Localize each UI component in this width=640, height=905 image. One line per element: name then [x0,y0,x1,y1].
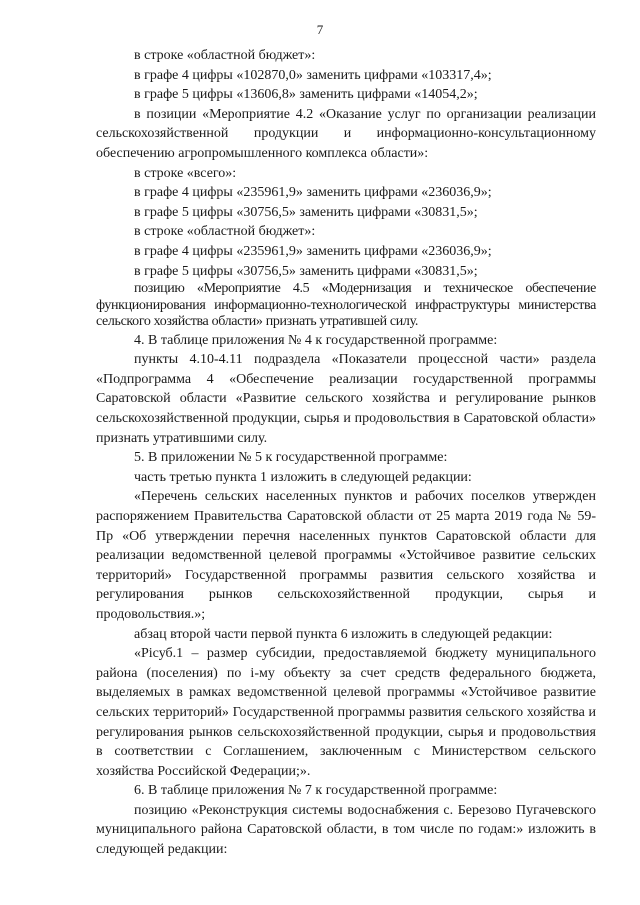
paragraph: в строке «всего»: [134,165,237,181]
paragraph: 5. В приложении № 5 к государственной программе: [134,450,448,466]
paragraph: позицию «Реконструкция системы водоснабжения с. Березово Пугачевского муниципального района Саратовской области, в том числе по годам:» изложить в следующей редакции: [96,802,596,858]
paragraph: в позиции «Мероприятие 4.2 «Оказание услуг по организации реализации сельскохозяйственной продукции и информационно-консультационному обеспечению агропромышленного комплекса области»: [96,106,596,161]
paragraph: «Перечень сельских населенных пунктов и рабочих поселков утвержден распоряжением Правительства Саратовской области от 25 марта 2019 года № 59-Пр «Об утверждении перечня населенных пунктов Саратовской области для реализации ведомственной целевой программы «Устойчивое развитие сельских территорий» Государственной программы развития сельского хозяйства и регулирования рынков сельскохозяйственной продукции, сырья и продовольствия.»; [96,489,596,622]
paragraph: 4. В таблице приложения № 4 к государственной программе: [134,332,498,348]
paragraph: абзац второй части первой пункта 6 изложить в следующей редакции: [134,626,553,642]
paragraph: в строке «областной бюджет»: [134,48,316,63]
document-body [96,46,596,860]
paragraph: в графе 4 цифры «102870,0» заменить цифрами «103317,4»; [134,67,492,83]
paragraph: позицию «Мероприятие 4.5 «Модернизация и техническое обеспечение функционирования информационно-технологической инфраструктуры министерства сельского хозяйства области» признать утратившей силу. [96,281,596,330]
paragraph: в графе 5 цифры «30756,5» заменить цифрами «30831,5»; [134,204,478,220]
paragraph: пункты 4.10-4.11 подраздела «Показатели процессной части» раздела «Подпрограмма 4 «Обеспечение реализации государственной программы Саратовской области «Развитие сельского хозяйства и регулирование рынков сельскохозяйственной продукции, сырья и продовольствия в Саратовской области» признать утратившими силу. [96,352,596,446]
paragraph: 6. В таблице приложения № 7 к государственной программе: [134,783,498,799]
paragraph: в строке «областной бюджет»: [134,224,316,240]
page-number: 7 [316,22,324,37]
paragraph: в графе 5 цифры «30756,5» заменить цифрами «30831,5»; [134,263,478,279]
paragraph: в графе 4 цифры «235961,9» заменить цифрами «236036,9»; [134,243,492,259]
paragraph: «Рiсуб.1 – размер субсидии, предоставляемой бюджету муниципального района (поселения) по i-му объекту за счет средств федерального бюджета, выделяемых в рамках ведомственной целевой программы «Устойчивое развитие сельских территорий» Государственной программы развития сельского хозяйства и регулирования рынков сельскохозяйственной продукции, сырья и продовольствия в соответствии с Соглашением, заключенным с Министерством сельского хозяйства Российской Федерации;». [96,646,596,779]
dense-paragraph-block [96,281,596,331]
paragraph: в графе 5 цифры «13606,8» заменить цифрами «14054,2»; [134,87,478,103]
paragraph: в графе 4 цифры «235961,9» заменить цифрами «236036,9»; [134,185,492,201]
paragraph: часть третью пункта 1 изложить в следующей редакции: [134,469,472,485]
